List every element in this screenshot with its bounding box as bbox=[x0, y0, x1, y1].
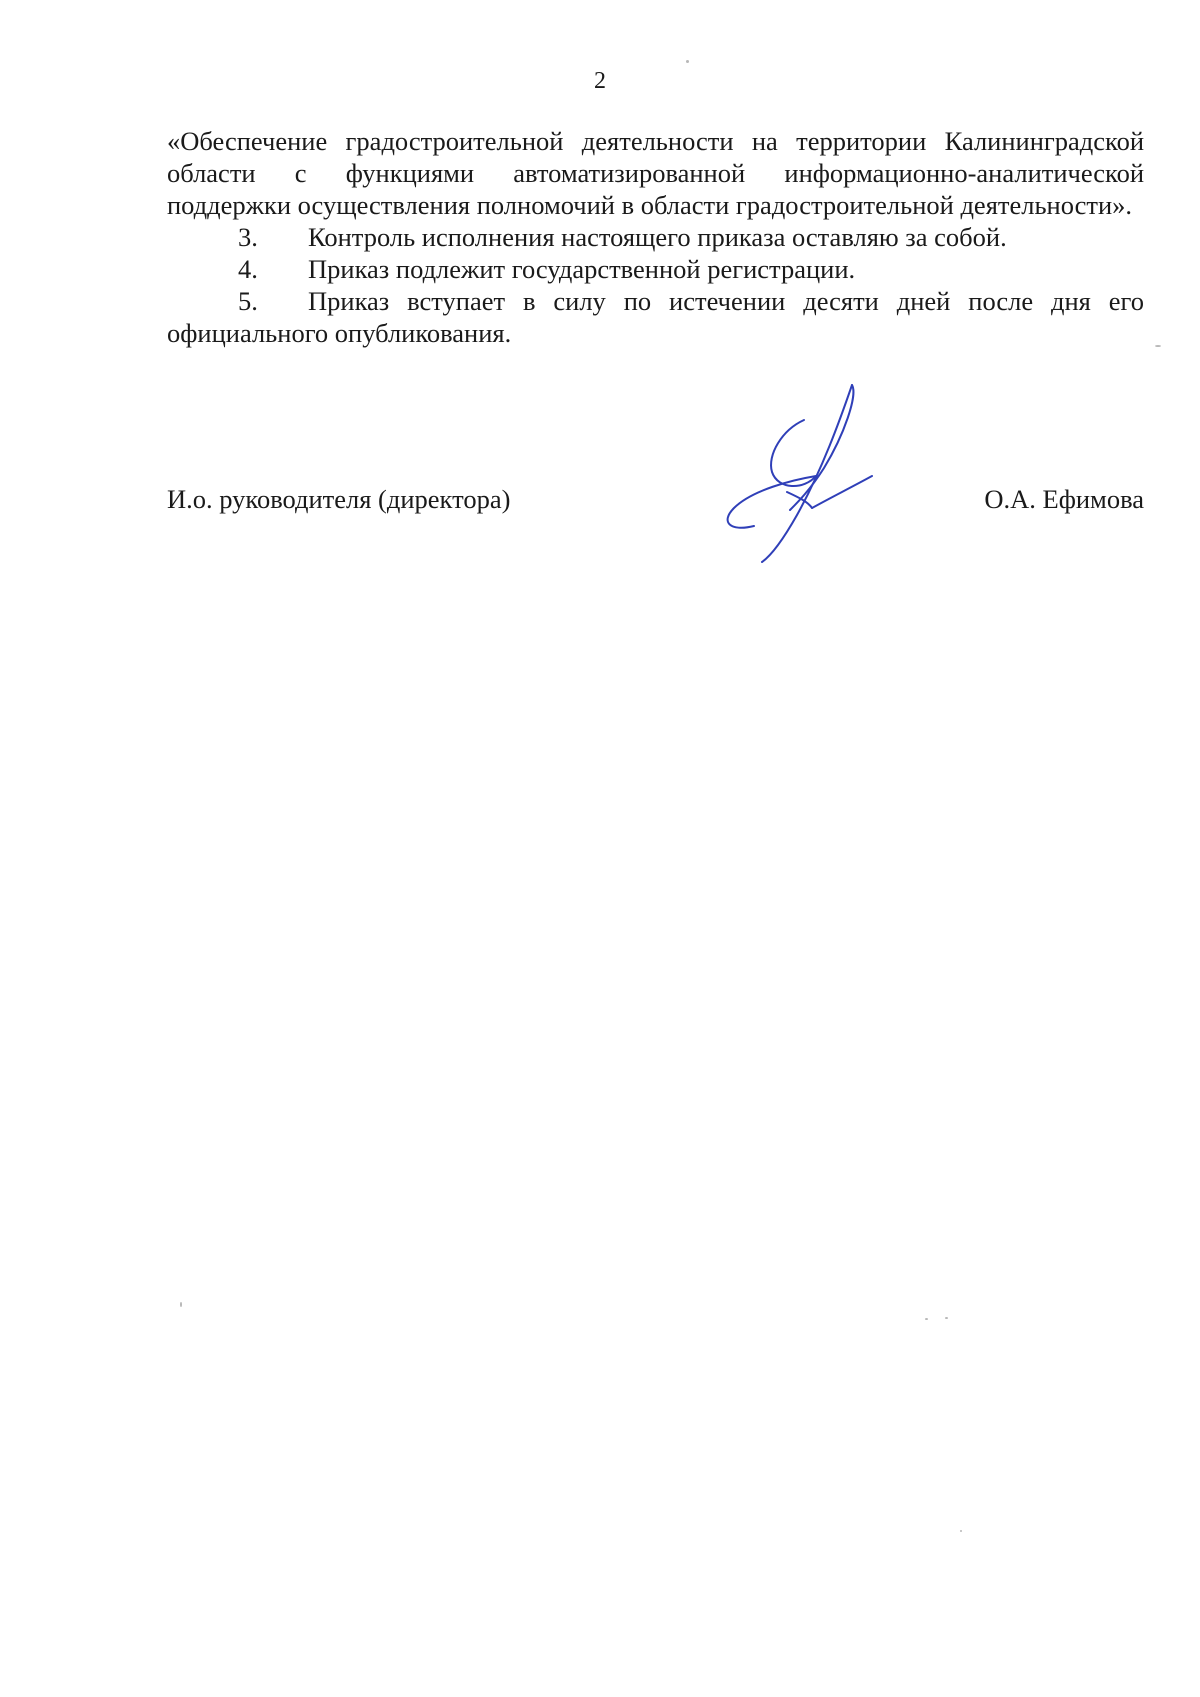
list-item-number: 3. bbox=[238, 222, 258, 252]
signer-name: О.А. Ефимова bbox=[984, 484, 1144, 514]
page-number: 2 bbox=[594, 68, 606, 94]
scan-speck bbox=[686, 60, 689, 63]
signature-strokes bbox=[728, 385, 872, 562]
scan-speck bbox=[960, 1530, 962, 1532]
document-body bbox=[167, 125, 1144, 349]
signature-block bbox=[167, 483, 1144, 523]
list-item-text: Приказ подлежит государственной регистрации. bbox=[308, 254, 856, 284]
continuation-paragraph: «Обеспечение градостроительной деятельности на территории Калининградской области с функциями автоматизированной информационно-аналитической поддержки осуществления полномочий в области градостроительной деятельности». bbox=[167, 126, 1144, 220]
scan-speck bbox=[180, 1302, 182, 1307]
list-item-number: 5. bbox=[238, 286, 258, 316]
list-item-text: Приказ вступает в силу по истечении десяти дней после дня его официального опубликования. bbox=[167, 286, 1144, 348]
list-item-4 bbox=[167, 253, 1144, 285]
list-item-3 bbox=[167, 221, 1144, 253]
scan-speck bbox=[925, 1318, 928, 1320]
list-item-5 bbox=[167, 285, 1144, 349]
list-item-text: Контроль исполнения настоящего приказа оставляю за собой. bbox=[308, 222, 1007, 252]
scan-speck bbox=[1155, 345, 1161, 347]
signer-position: И.о. руководителя (директора) bbox=[167, 484, 511, 514]
scan-speck bbox=[945, 1317, 948, 1319]
list-item-number: 4. bbox=[238, 254, 258, 284]
handwritten-signature bbox=[712, 380, 882, 565]
